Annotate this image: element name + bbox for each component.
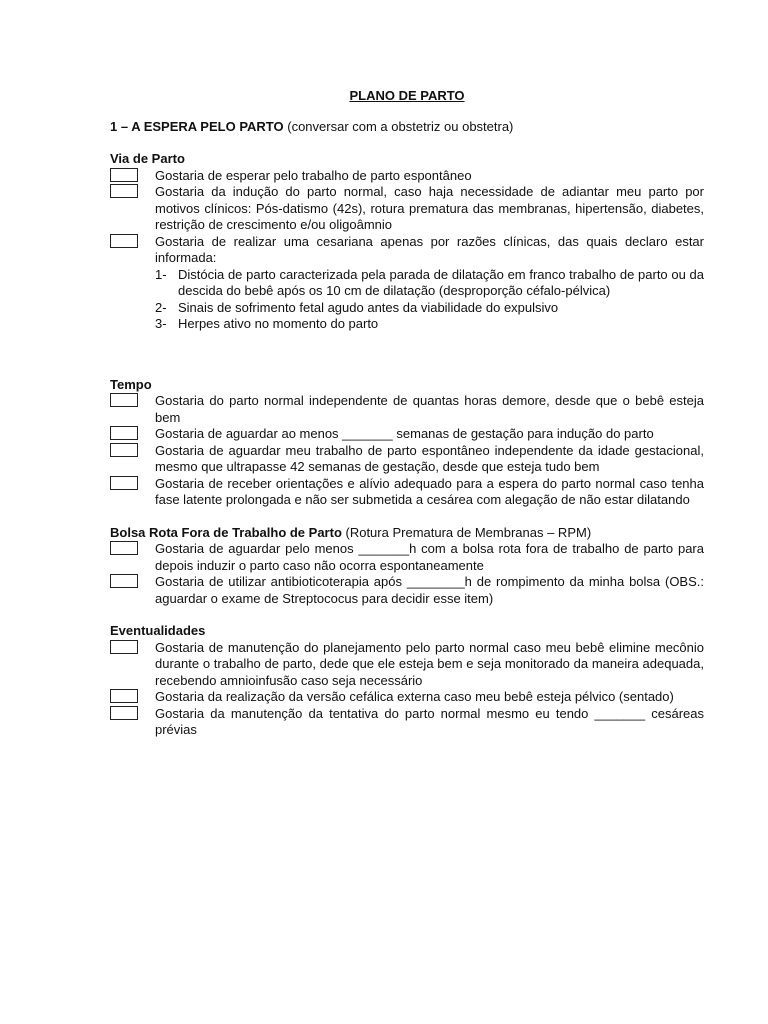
document-title: PLANO DE PARTO bbox=[349, 88, 465, 103]
checkbox[interactable] bbox=[110, 426, 138, 440]
checklist-item bbox=[110, 393, 704, 426]
checkbox[interactable] bbox=[110, 393, 138, 407]
checklist-item bbox=[110, 426, 704, 443]
checklist-item bbox=[110, 706, 704, 739]
sublist-item bbox=[155, 267, 704, 300]
checklist-item bbox=[110, 640, 704, 690]
item-text: Gostaria de aguardar ao menos _______ semanas de gestação para indução do parto bbox=[155, 426, 654, 441]
section-0 bbox=[110, 151, 704, 333]
checkbox[interactable] bbox=[110, 706, 138, 720]
item-text: Gostaria do parto normal independente de quantas horas demore, desde que o bebê esteja bem bbox=[155, 393, 704, 425]
item-text: Gostaria de aguardar meu trabalho de parto espontâneo independente da idade gestacional, mesmo que ultrapasse 42 semanas de gestação, desde que esteja tudo bem bbox=[155, 442, 704, 474]
sublist-item bbox=[155, 316, 704, 333]
item-text: Gostaria de realizar uma cesariana apenas por razões clínicas, das quais declaro estar informada: bbox=[155, 233, 704, 265]
item-text: Gostaria de utilizar antibioticoterapia após ________h de rompimento da minha bolsa (OBS.: aguardar o exame de Streptococus para decidir esse item) bbox=[155, 574, 704, 606]
checklist-item bbox=[110, 574, 704, 607]
checklist-item bbox=[110, 234, 704, 333]
section-title-text: Via de Parto bbox=[110, 151, 185, 166]
checklist-item bbox=[110, 476, 704, 509]
section-title bbox=[110, 525, 704, 542]
checkbox[interactable] bbox=[110, 640, 138, 654]
checkbox[interactable] bbox=[110, 168, 138, 182]
checkbox[interactable] bbox=[110, 234, 138, 248]
checkbox[interactable] bbox=[110, 184, 138, 198]
section-title bbox=[110, 151, 704, 168]
checkbox[interactable] bbox=[110, 476, 138, 490]
section-1 bbox=[110, 377, 704, 509]
item-text: Gostaria de receber orientações e alívio adequado para a espera do parto normal caso tenha fase latente prolongada e não ser submetida a cesárea com alegação de não estar dilatando bbox=[155, 475, 704, 507]
section-title bbox=[110, 623, 704, 640]
item-text: Gostaria da manutenção da tentativa do parto normal mesmo eu tendo _______ cesáreas prévias bbox=[155, 705, 704, 737]
section-2 bbox=[110, 525, 704, 608]
numbered-sublist bbox=[155, 267, 704, 333]
checkbox[interactable] bbox=[110, 541, 138, 555]
intro-heading: 1 – A ESPERA PELO PARTO bbox=[110, 118, 284, 134]
section-title bbox=[110, 377, 704, 394]
intro-line bbox=[110, 119, 704, 136]
checkbox[interactable] bbox=[110, 443, 138, 457]
checklist-item bbox=[110, 443, 704, 476]
sections-container bbox=[110, 151, 704, 739]
sublist-text: Distócia de parto caracterizada pela parada de dilatação em franco trabalho de parto ou da descida do bebê após os 10 cm de dilatação (desproporção céfalo-pélvica) bbox=[178, 266, 704, 298]
checklist-item bbox=[110, 168, 704, 185]
section-title-text: Eventualidades bbox=[110, 623, 206, 638]
item-text: Gostaria da indução do parto normal, caso haja necessidade de adiantar meu parto por motivos clínicos: Pós-datismo (42s), rotura prematura das membranas, hipertensão, diabetes, restrição de crescimento e/ou oligoâmnio bbox=[155, 184, 704, 232]
checkbox[interactable] bbox=[110, 689, 138, 703]
sublist-item bbox=[155, 300, 704, 317]
checklist-item bbox=[110, 541, 704, 574]
section-title-text: Bolsa Rota Fora de Trabalho de Parto bbox=[110, 524, 342, 540]
item-text: Gostaria de aguardar pelo menos _______h com a bolsa rota fora de trabalho de parto para depois induzir o parto caso não ocorra espontaneamente bbox=[155, 541, 704, 573]
intro-note: (conversar com a obstetriz ou obstetra) bbox=[283, 118, 514, 134]
sublist-number: 2- bbox=[155, 299, 167, 315]
sublist-text: Herpes ativo no momento do parto bbox=[178, 316, 379, 331]
section-title-text: Tempo bbox=[110, 376, 152, 392]
section-subtitle: (Rotura Prematura de Membranas – RPM) bbox=[341, 524, 592, 540]
checklist-item bbox=[110, 689, 704, 706]
item-text: Gostaria de manutenção do planejamento pelo parto normal caso meu bebê elimine mecônio durante o trabalho de parto, dede que ele esteja bem e seja monitorado da maneira adequada, recebendo amnioinfusão caso seja necessário bbox=[155, 639, 704, 688]
section-3 bbox=[110, 623, 704, 739]
item-text: Gostaria de esperar pelo trabalho de parto espontâneo bbox=[155, 167, 472, 183]
sublist-number: 1- bbox=[155, 266, 167, 282]
document-page bbox=[110, 88, 704, 755]
checklist-item bbox=[110, 184, 704, 234]
checkbox[interactable] bbox=[110, 574, 138, 588]
spacer bbox=[110, 349, 704, 377]
sublist-number: 3- bbox=[155, 316, 167, 331]
sublist-text: Sinais de sofrimento fetal agudo antes da viabilidade do expulsivo bbox=[178, 299, 559, 315]
item-text: Gostaria da realização da versão cefálica externa caso meu bebê esteja pélvico (sentado) bbox=[155, 689, 674, 704]
